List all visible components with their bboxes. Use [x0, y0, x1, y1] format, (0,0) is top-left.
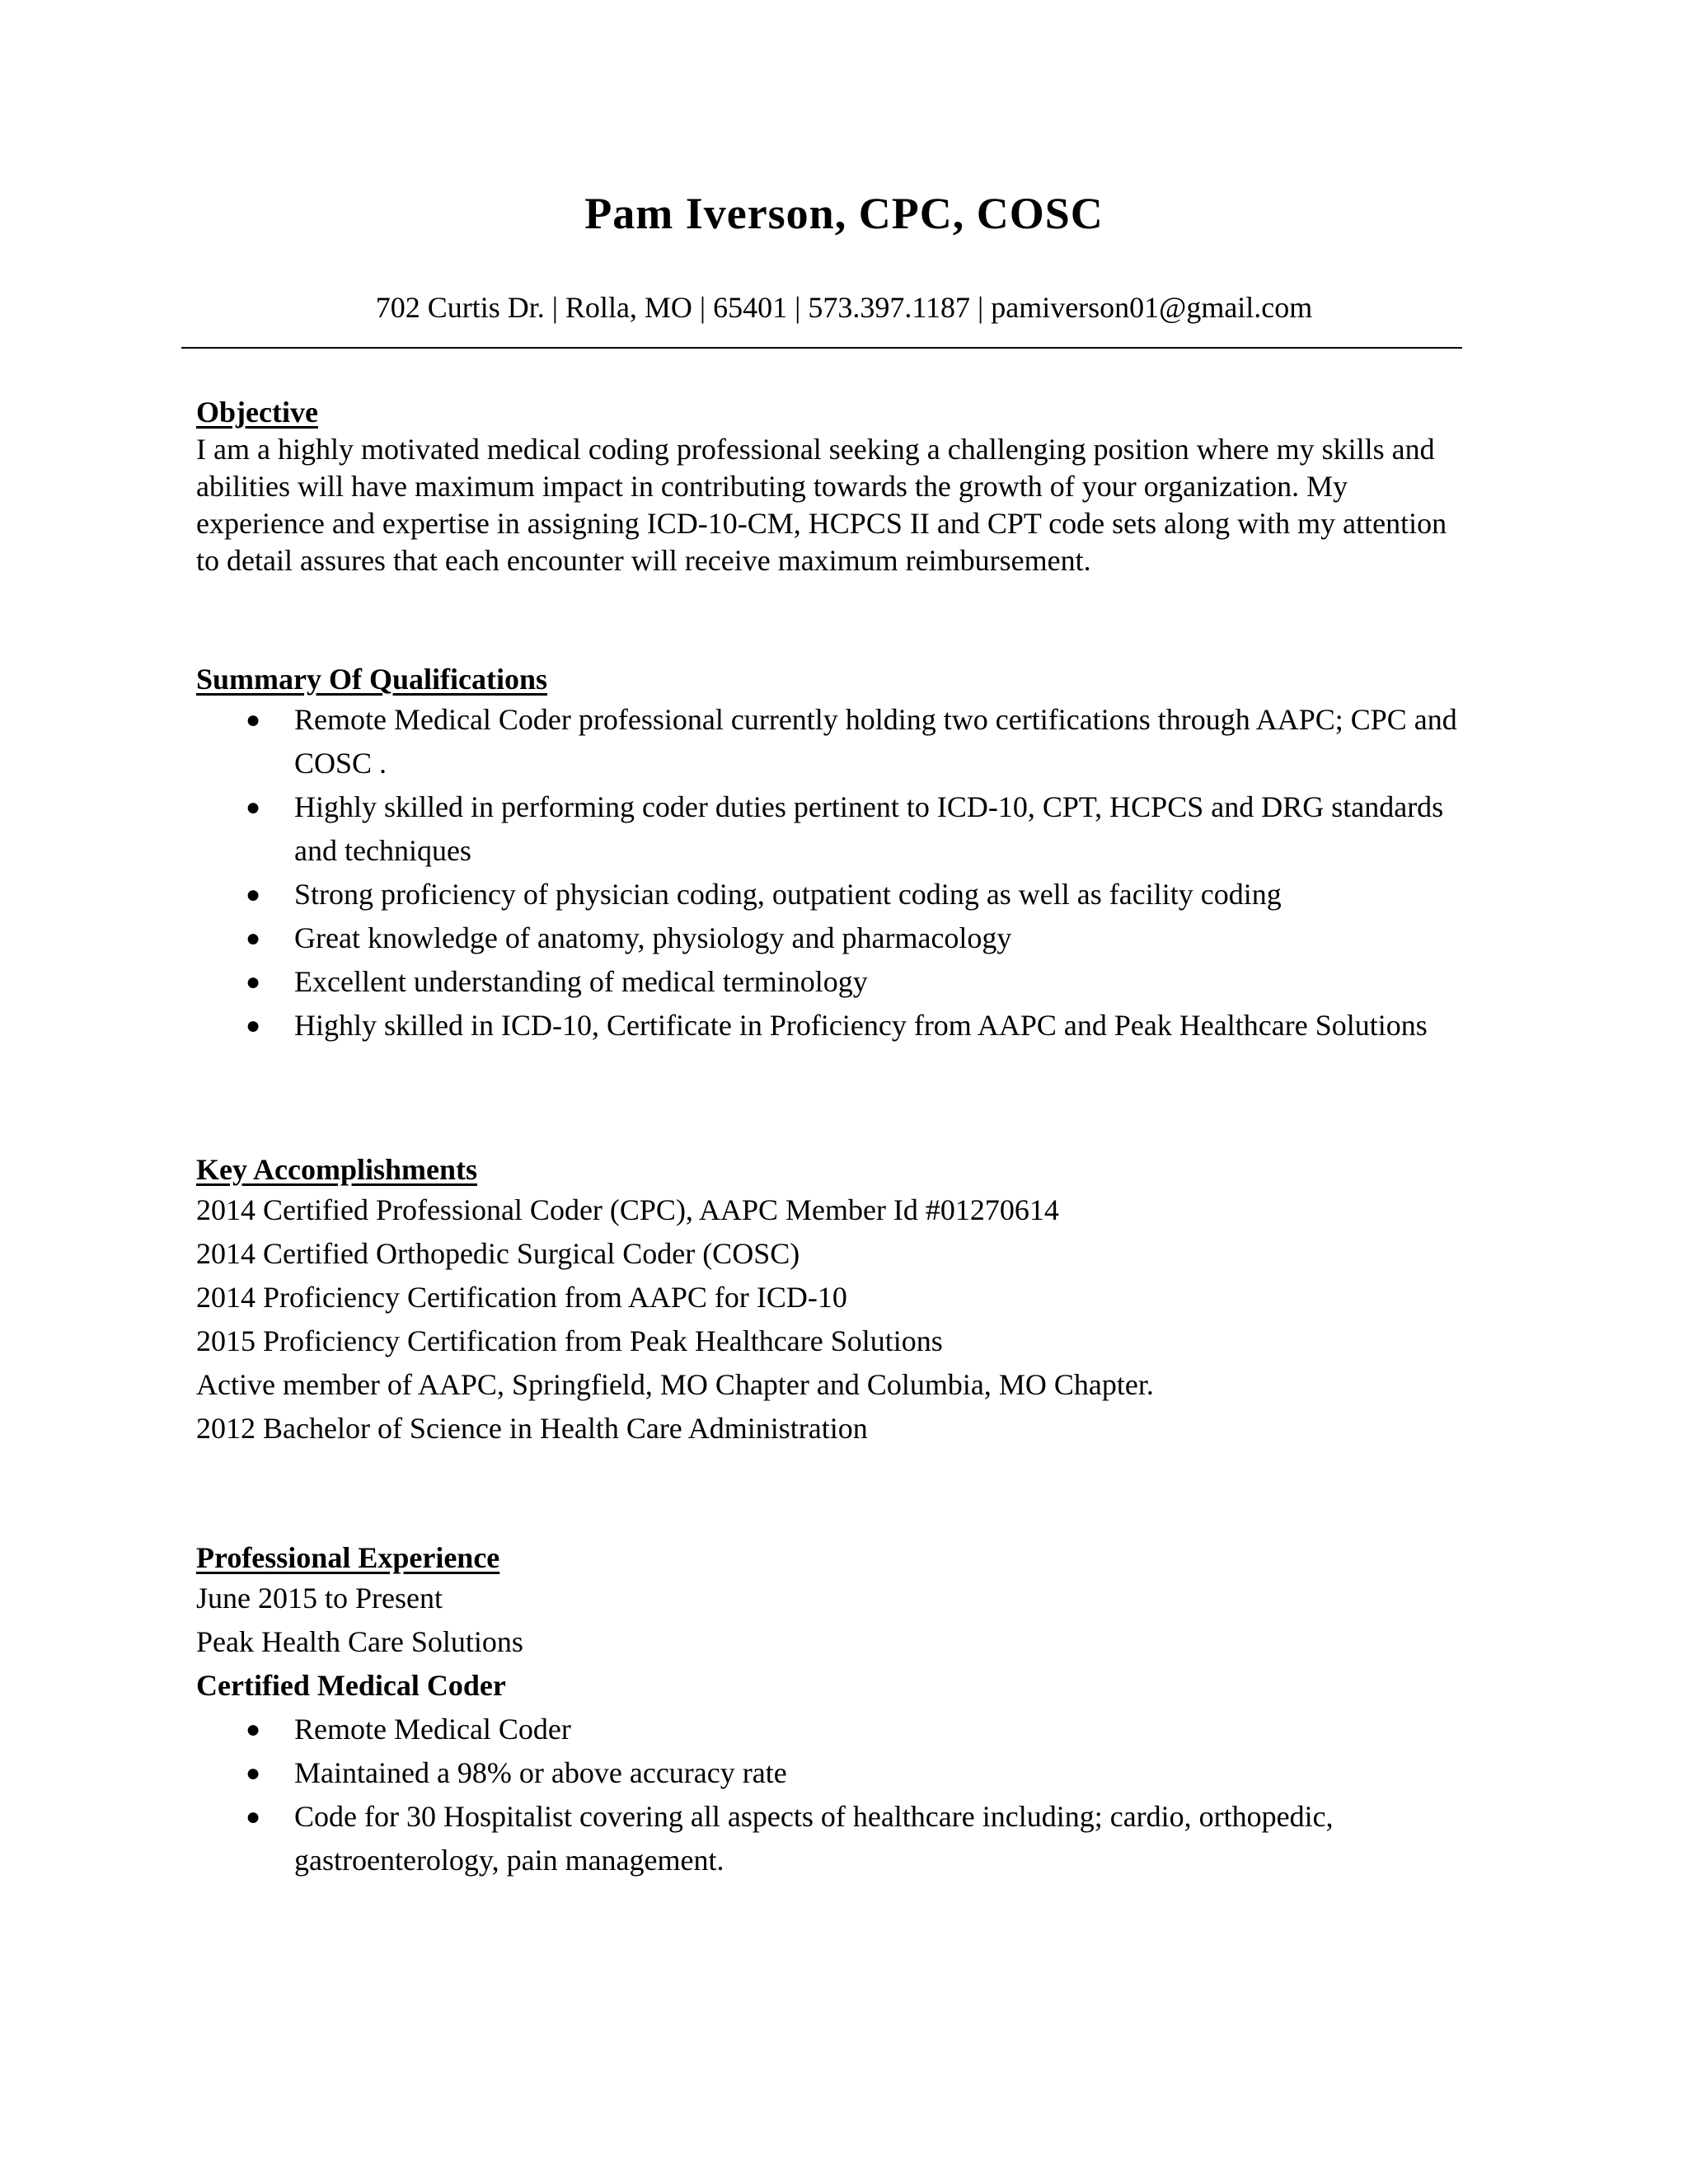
objective-section — [196, 394, 1465, 579]
bullet-icon: ● — [246, 1716, 261, 1743]
experience-company: Peak Health Care Solutions — [196, 1625, 523, 1658]
qualifications-section — [196, 661, 1482, 1047]
qualifications-list — [196, 698, 1482, 1047]
list-item: ● Remote Medical Coder professional currently holding two certifications through AAPC; CPC and COSC . — [196, 698, 1482, 785]
accomplishment-item: 2014 Certified Orthopedic Surgical Coder (COSC) — [196, 1237, 800, 1270]
accomplishments-heading: Key Accomplishments — [196, 1153, 477, 1186]
list-item: ● Strong proficiency of physician coding, outpatient coding as well as facility coding — [196, 873, 1482, 916]
bullet-icon: ● — [246, 1012, 261, 1039]
contact-line: 702 Curtis Dr. | Rolla, MO | 65401 | 573.397.1187 | pamiverson01@gmail.com — [375, 291, 1313, 324]
bullet-icon: ● — [246, 706, 261, 733]
accomplishment-item: 2014 Certified Professional Coder (CPC), AAPC Member Id #01270614 — [196, 1193, 1059, 1226]
accomplishment-item: 2015 Proficiency Certification from Peak Healthcare Solutions — [196, 1324, 943, 1357]
list-item: ● Great knowledge of anatomy, physiology and pharmacology — [196, 916, 1482, 960]
list-item: ● Excellent understanding of medical terminology — [196, 960, 1482, 1004]
accomplishment-item: Active member of AAPC, Springfield, MO Chapter and Columbia, MO Chapter. — [196, 1368, 1154, 1401]
candidate-name: Pam Iverson, CPC, COSC — [584, 189, 1104, 238]
list-item: ● Highly skilled in ICD-10, Certificate in Proficiency from AAPC and Peak Healthcare Solutions — [196, 1004, 1482, 1047]
accomplishment-item: 2014 Proficiency Certification from AAPC for ICD-10 — [196, 1281, 847, 1314]
bullet-icon: ● — [246, 1760, 261, 1787]
experience-list — [196, 1708, 1482, 1882]
bullet-icon: ● — [246, 794, 261, 821]
bullet-icon: ● — [246, 968, 261, 996]
header-divider — [181, 347, 1462, 349]
objective-text: I am a highly motivated medical coding professional seeking a challenging position where my skills and abilities will have maximum impact in contributing towards the growth of your organization. My experience and expertise in assigning ICD-10-CM, HCPCS II and CPT code sets along with my attention to detail assures that each encounter will receive maximum reimbursement. — [196, 433, 1447, 577]
list-item: ● Code for 30 Hospitalist covering all aspects of healthcare including; cardio, orthopedic, gastroenterology, pain management. — [196, 1795, 1482, 1882]
experience-heading: Professional Experience — [196, 1541, 500, 1574]
objective-heading: Objective — [196, 396, 318, 429]
list-item: ● Highly skilled in performing coder duties pertinent to ICD-10, CPT, HCPCS and DRG standards and techniques — [196, 785, 1482, 873]
experience-section — [196, 1540, 1482, 1882]
accomplishment-item: 2012 Bachelor of Science in Health Care Administration — [196, 1412, 868, 1445]
accomplishments-section — [196, 1151, 1465, 1451]
list-item: ● Maintained a 98% or above accuracy rate — [196, 1751, 1482, 1795]
bullet-icon: ● — [246, 1803, 261, 1830]
experience-dates: June 2015 to Present — [196, 1582, 443, 1615]
bullet-icon: ● — [246, 881, 261, 908]
qualifications-heading: Summary Of Qualifications — [196, 663, 548, 696]
list-item: ● Remote Medical Coder — [196, 1708, 1482, 1751]
bullet-icon: ● — [246, 925, 261, 952]
experience-title: Certified Medical Coder — [196, 1669, 506, 1702]
